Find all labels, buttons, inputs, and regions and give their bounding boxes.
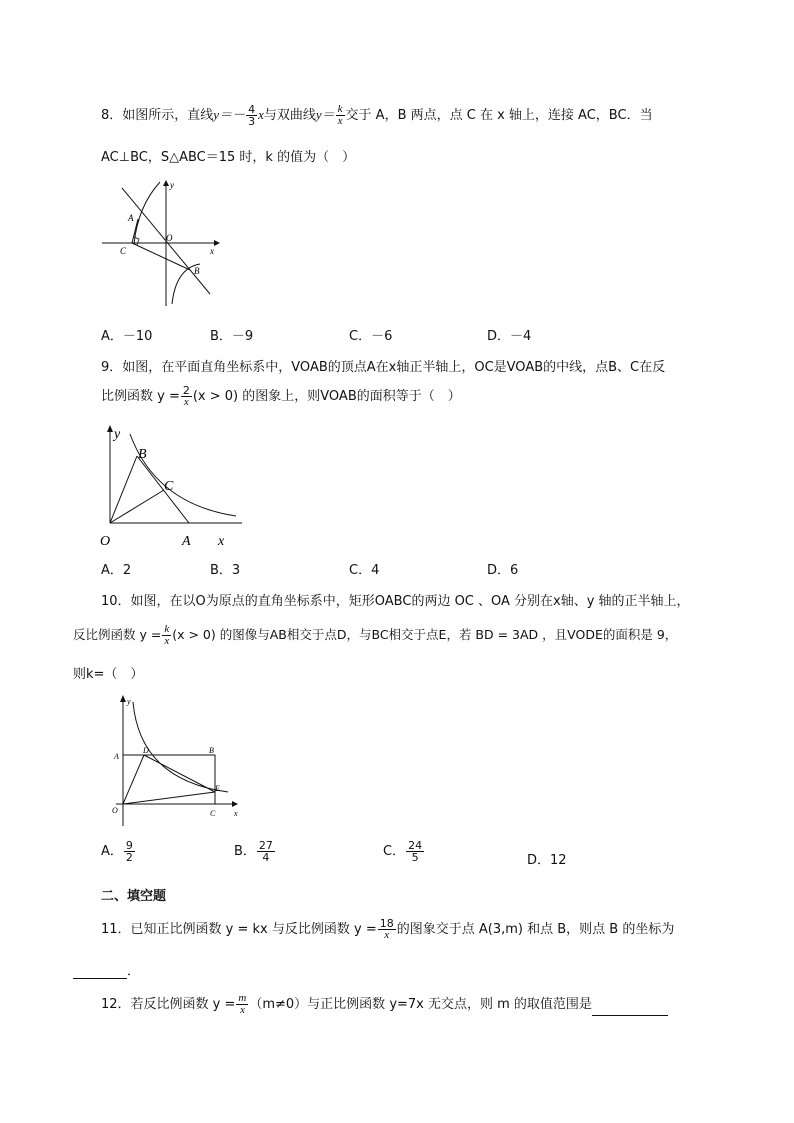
q9-option-a[interactable]: A．2: [101, 563, 132, 578]
q10-segment-de: [144, 755, 215, 792]
q9-label-x: x: [218, 534, 225, 549]
q8-frac-slope: $\frac{4}{3}$: [248, 103, 256, 128]
q9-label-y: y: [114, 427, 121, 442]
q8-label-c: C: [120, 246, 127, 256]
q10-rectangle-oabc: [123, 755, 215, 804]
q9-option-b[interactable]: B．3: [210, 563, 241, 578]
q12-line1: 12．若反比例函数 y = $\frac{m}{x}$ （m≠0）与正比例函数 y=7x 无交点，则 m 的取值范围是: [101, 993, 668, 1016]
q9-line1: 9．如图，在平面直角坐标系中，VOAB的顶点A在x轴正半轴上，OC是VOAB的中线，点B、C在反: [101, 360, 666, 375]
q12-frac: $\frac{m}{x}$: [238, 992, 247, 1016]
q9-y-arrow: [107, 425, 113, 432]
q10-label-b: B: [209, 746, 214, 755]
q10-line2: 反比例函数 y = $\frac{k}{x}$ (x > 0) 的图像与AB相交于点D，与BC相交于点E，若 BD = 3AD ，且VODE的面积是 9，: [73, 623, 678, 647]
q9-frac: $\frac{2}{x}$: [182, 384, 190, 408]
q10-segment-od: [123, 755, 144, 804]
q8-frac-hyperbola: $\frac{k}{x}$: [337, 103, 343, 127]
q8-figure: [96, 176, 226, 311]
q8-option-d[interactable]: D．－4: [487, 329, 532, 344]
q11-line2: ．: [73, 960, 140, 979]
q8-label-o: O: [166, 233, 173, 243]
section-title-fill-in: 二、填空题: [101, 889, 167, 904]
q10-line3: 则k=（ ）: [73, 667, 144, 682]
q9-segment-ob: [110, 456, 137, 523]
q10-x-arrow: [232, 801, 238, 807]
q8-number: 8．: [101, 108, 123, 123]
q11-answer-blank[interactable]: [73, 964, 127, 979]
q9-label-a: A: [182, 534, 191, 549]
q8-option-b[interactable]: B．－9: [210, 329, 254, 344]
q10-label-e: E: [215, 784, 220, 793]
q9-option-c[interactable]: C．4: [349, 563, 380, 578]
q9-segment-ba: [137, 456, 189, 523]
q10-option-d[interactable]: D．12: [527, 853, 567, 868]
q10-frac: $\frac{k}{x}$: [164, 623, 170, 647]
q10-option-b[interactable]: B． $\frac{27}{4}$: [234, 839, 273, 864]
q10-figure: [106, 692, 246, 828]
q8-label-y: y: [170, 180, 174, 190]
q8-label-x: x: [210, 246, 214, 256]
q10-line1: 10．如图，在以O为原点的直角坐标系中，矩形OABC的两边 OC 、OA 分别在x轴、y 轴的正半轴上，: [101, 594, 690, 609]
q8-option-c[interactable]: C．－6: [349, 329, 393, 344]
q10-segment-oe: [123, 792, 215, 804]
q9-line2: 比例函数 y = $\frac{2}{x}$ (x > 0) 的图象上，则VOAB的面积等于（ ）: [101, 384, 461, 408]
q12-answer-blank[interactable]: [592, 1001, 668, 1016]
q9-label-c: C: [164, 479, 174, 494]
q8-segment-cb: [132, 243, 190, 270]
q10-option-c[interactable]: C． $\frac{24}{5}$: [383, 839, 423, 864]
q8-option-a[interactable]: A．－10: [101, 329, 153, 344]
q8-hyperbola-upper: [134, 182, 160, 244]
q8-label-a: A: [128, 213, 134, 223]
q10-label-o: O: [112, 806, 118, 815]
q10-label-x: x: [234, 809, 238, 818]
q8-line1: 8．如图所示，直线y＝－ $\frac{4}{3}$ x与双曲线y＝ $\frac{k}{x}$ 交于 A，B 两点，点 C 在 x 轴上，连接 AC，BC．当: [101, 103, 653, 128]
q10-label-y: y: [127, 697, 131, 706]
q10-label-c: C: [210, 809, 216, 818]
q10-option-a[interactable]: A． $\frac{9}{2}$: [101, 839, 133, 864]
q9-label-b: B: [138, 447, 147, 462]
q8-x-arrow: [214, 240, 220, 246]
q10-y-arrow: [120, 695, 126, 702]
q11-frac: $\frac{18}{x}$: [379, 917, 394, 941]
q10-label-a: A: [114, 752, 119, 761]
q8-label-b: B: [194, 266, 200, 276]
q9-segment-oc: [110, 490, 164, 523]
q11-line1: 11．已知正比例函数 y = kx 与反比例函数 y = $\frac{18}{x}$ 的图象交于点 A(3,m) 和点 B，则点 B 的坐标为: [101, 917, 675, 941]
q9-figure: [96, 420, 246, 550]
q9-label-o: O: [100, 534, 111, 549]
q9-option-d[interactable]: D．6: [487, 563, 519, 578]
q10-label-d: D: [143, 746, 149, 755]
q8-line2: AC⊥BC，S△ABC＝15 时，k 的值为（ ）: [101, 150, 356, 165]
q8-y-arrow: [163, 180, 169, 186]
